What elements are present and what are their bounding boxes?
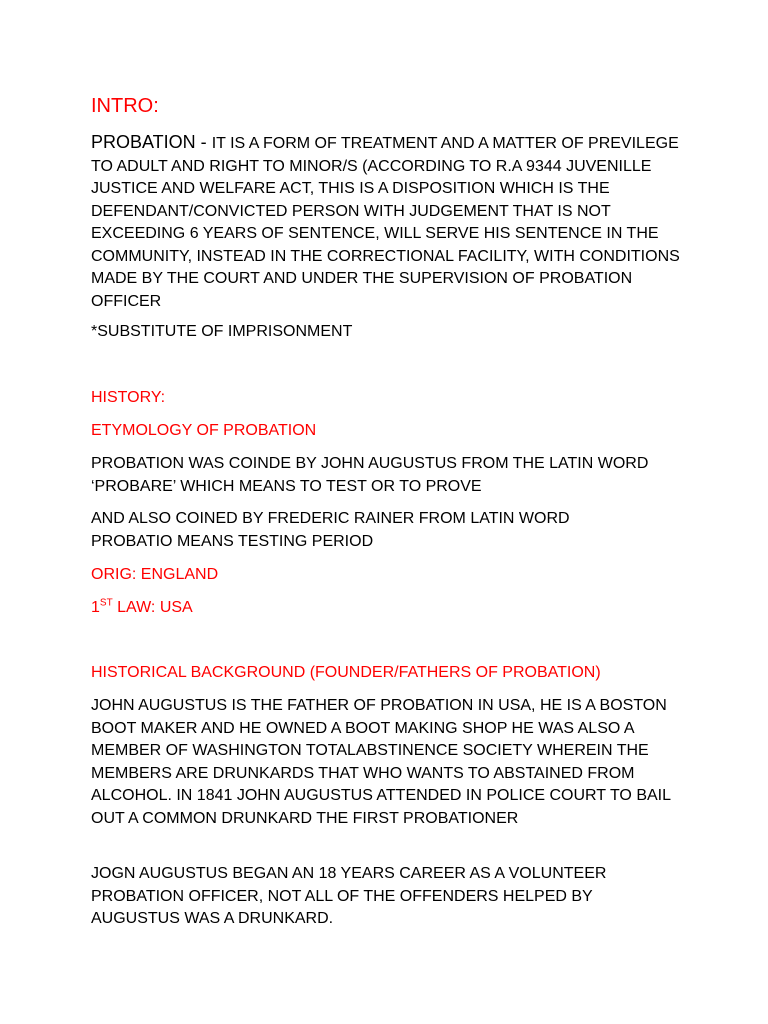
- intro-note: *SUBSTITUTE OF IMPRISONMENT: [91, 323, 353, 340]
- probation-term: PROBATION -: [91, 132, 212, 152]
- background-paragraph-2: JOGN AUGUSTUS BEGAN AN 18 YEARS CAREER AS A VOLUNTEER PROBATION OFFICER, NOT ALL OF THE OFFENDERS HELPED BY AUGUSTUS WAS A DRUNKARD.: [91, 865, 607, 927]
- origin-line: ORIG: ENGLAND: [91, 566, 219, 583]
- first-law-number: 1: [91, 599, 100, 616]
- intro-definition: [91, 131, 681, 313]
- background-paragraph-1: JOHN AUGUSTUS IS THE FATHER OF PROBATION IN USA, HE IS A BOSTON BOOT MAKER AND HE OWNED A BOOT MAKING SHOP HE WAS ALSO A MEMBER OF WASHINGTON TOTALABSTINENCE SOCIETY WHEREIN THE MEMBERS ARE DRUNKARDS THAT WHO WANTS TO ABSTAINED FROM ALCOHOL. IN 1841 JOHN AUGUSTUS ATTENDED IN POLICE COURT TO BAIL OUT A COMMON DRUNKARD THE FIRST PROBATIONER: [91, 697, 671, 827]
- background-heading: HISTORICAL BACKGROUND (FOUNDER/FATHERS OF PROBATION): [91, 664, 601, 681]
- intro-heading: INTRO:: [91, 95, 159, 117]
- first-law-superscript: ST: [99, 597, 113, 609]
- etymology-paragraph-2: AND ALSO COINED BY FREDERIC RAINER FROM LATIN WORD PROBATIO MEANS TESTING PERIOD: [91, 510, 570, 550]
- etymology-heading: ETYMOLOGY OF PROBATION: [91, 422, 317, 439]
- history-heading: HISTORY:: [91, 389, 166, 406]
- etymology-paragraph-1: PROBATION WAS COINDE BY JOHN AUGUSTUS FROM THE LATIN WORD ‘PROBARE’ WHICH MEANS TO TEST OR TO PROVE: [91, 455, 649, 495]
- first-law-line: [91, 597, 193, 620]
- probation-definition-text: IT IS A FORM OF TREATMENT AND A MATTER OF PREVILEGE TO ADULT AND RIGHT TO MINOR/S (ACCORDING TO R.A 9344 JUVENILLE JUSTICE AND WELFARE ACT, THIS IS A DISPOSITION WHICH IS THE DEFENDANT/CONVICTED PERSON WITH JUDGEMENT THAT IS NOT EXCEEDING 6 YEARS OF SENTENCE, WILL SERVE HIS SENTENCE IN THE COMMUNITY, INSTEAD IN THE CORRECTIONAL FACILITY, WITH CONDITIONS MADE BY THE COURT AND UNDER THE SUPERVISION OF PROBATION OFFICER: [91, 135, 680, 310]
- first-law-text: LAW: USA: [112, 599, 193, 616]
